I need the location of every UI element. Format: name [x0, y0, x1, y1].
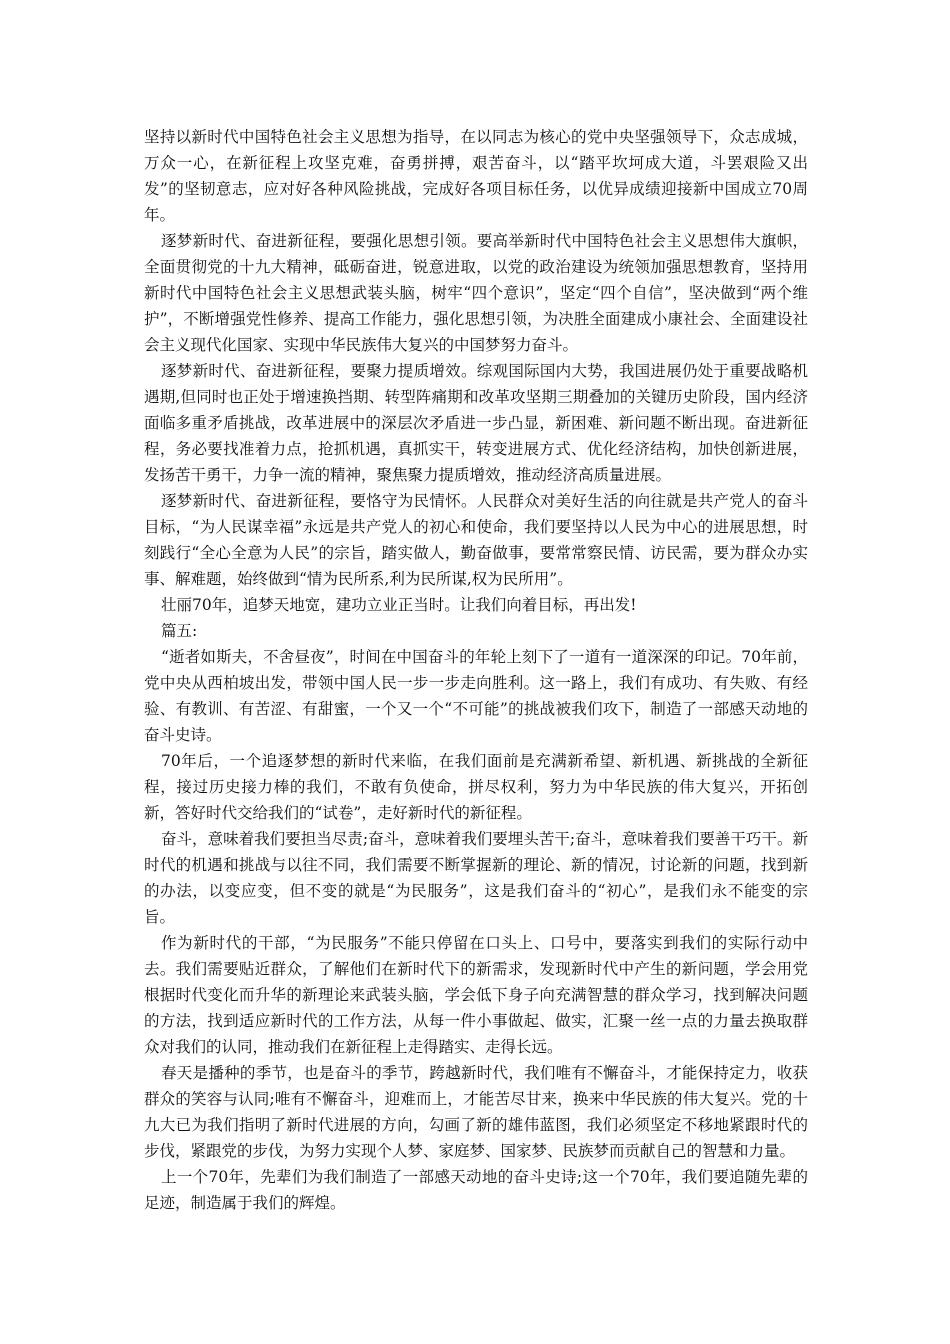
paragraph-4: 逐梦新时代、奋进新征程，要恪守为民情怀。人民群众对美好生活的向往就是共产党人的奋斗目标，“为人民谋幸福”永远是共产党人的初心和使命，我们要坚持以人民为中心的进展思想，时刻践行“全心全意为人民”的宗旨，踏实做人，勤奋做事，要常常察民情、访民需，要为群众办实事、解难题，始终做到“情为民所系,利为民所谋,权为民所用”。 [144, 492, 808, 588]
section-heading: 篇五: [161, 622, 198, 640]
document-body [144, 124, 808, 1216]
paragraph-10: 春天是播种的季节，也是奋斗的季节，跨越新时代，我们唯有不懈奋斗，才能保持定力，收获群众的笑容与认同;唯有不懈奋斗，迎难而上，才能苦尽甘来，换来中华民族的伟大复兴。党的十九大已为我们指明了新时代进展的方向，勾画了新的雄伟蓝图，我们必须坚定不移地紧跟时代的步伐，紧跟党的步伐，为努力实现个人梦、家庭梦、国家梦、民族梦而贡献自己的智慧和力量。 [144, 1064, 808, 1160]
paragraph-9: 作为新时代的干部，“为民服务”不能只停留在口头上、口号中，要落实到我们的实际行动中去。我们需要贴近群众，了解他们在新时代下的新需求，发现新时代中产生的新问题，学会用党根据时代变化而升华的新理论来武装头脑，学会低下身子向充满智慧的群众学习，找到解决问题的方法，找到适应新时代的工作方法，从每一件小事做起、做实，汇聚一丝一点的力量去换取群众对我们的认同，推动我们在新征程上走得踏实、走得长远。 [144, 934, 808, 1056]
paragraph-11: 上一个70年，先辈们为我们制造了一部感天动地的奋斗史诗;这一个70年，我们要追随先辈的足迹，制造属于我们的辉煌。 [144, 1168, 808, 1212]
paragraph-1: 坚持以新时代中国特色社会主义思想为指导，在以同志为核心的党中央坚强领导下，众志成城，万众一心，在新征程上攻坚克难，奋勇拼搏，艰苦奋斗，以“踏平坎坷成大道，斗罢艰险又出发”的坚韧意志，应对好各种风险挑战，完成好各项目标任务，以优异成绩迎接新中国成立70周年。 [144, 128, 808, 224]
paragraph-3: 逐梦新时代、奋进新征程，要聚力提质增效。综观国际国内大势，我国进展仍处于重要战略机遇期,但同时也正处于增速换挡期、转型阵痛期和改革攻坚期三期叠加的关键历史阶段，国内经济面临多重矛盾挑战，改革进展中的深层次矛盾进一步凸显，新困难、新问题不断出现。奋进新征程，务必要找准着力点，抢抓机遇，真抓实干，转变进展方式、优化经济结构，加快创新进展，发扬苦干勇干，力争一流的精神，聚焦聚力提质增效，推动经济高质量进展。 [144, 362, 808, 484]
paragraph-2: 逐梦新时代、奋进新征程，要强化思想引领。要高举新时代中国特色社会主义思想伟大旗帜，全面贯彻党的十九大精神，砥砺奋进，锐意进取，以党的政治建设为统领加强思想教育，坚持用新时代中国特色社会主义思想武装头脑，树牢“四个意识”，坚定“四个自信”，坚决做到“两个维护”，不断增强党性修养、提高工作能力，强化思想引领，为决胜全面建成小康社会、全面建设社会主义现代化国家、实现中华民族伟大复兴的中国梦努力奋斗。 [144, 232, 808, 354]
paragraph-6: “逝者如斯夫，不舍昼夜”，时间在中国奋斗的年轮上刻下了一道有一道深深的印记。70年前，党中央从西柏坡出发，带领中国人民一步一步走向胜利。这一路上，我们有成功、有失败、有经验、有教训、有苦涩、有甜蜜，一个又一个“不可能”的挑战被我们攻下，制造了一部感天动地的奋斗史诗。 [144, 648, 808, 744]
paragraph-5: 壮丽70年，追梦天地宽，建功立业正当时。让我们向着目标，再出发! [161, 596, 637, 614]
paragraph-8: 奋斗，意味着我们要担当尽责;奋斗，意味着我们要埋头苦干;奋斗，意味着我们要善干巧干。新时代的机遇和挑战与以往不同，我们需要不断掌握新的理论、新的情况，讨论新的问题，找到新的办法，以变应变，但不变的就是“为民服务”，这是我们奋斗的“初心”，是我们永不能变的宗旨。 [144, 830, 808, 926]
paragraph-7: 70年后，一个追逐梦想的新时代来临，在我们面前是充满新希望、新机遇、新挑战的全新征程，接过历史接力棒的我们，不敢有负使命，拼尽权利，努力为中华民族的伟大复兴，开拓创新，答好时代交给我们的“试卷”，走好新时代的新征程。 [144, 752, 808, 822]
